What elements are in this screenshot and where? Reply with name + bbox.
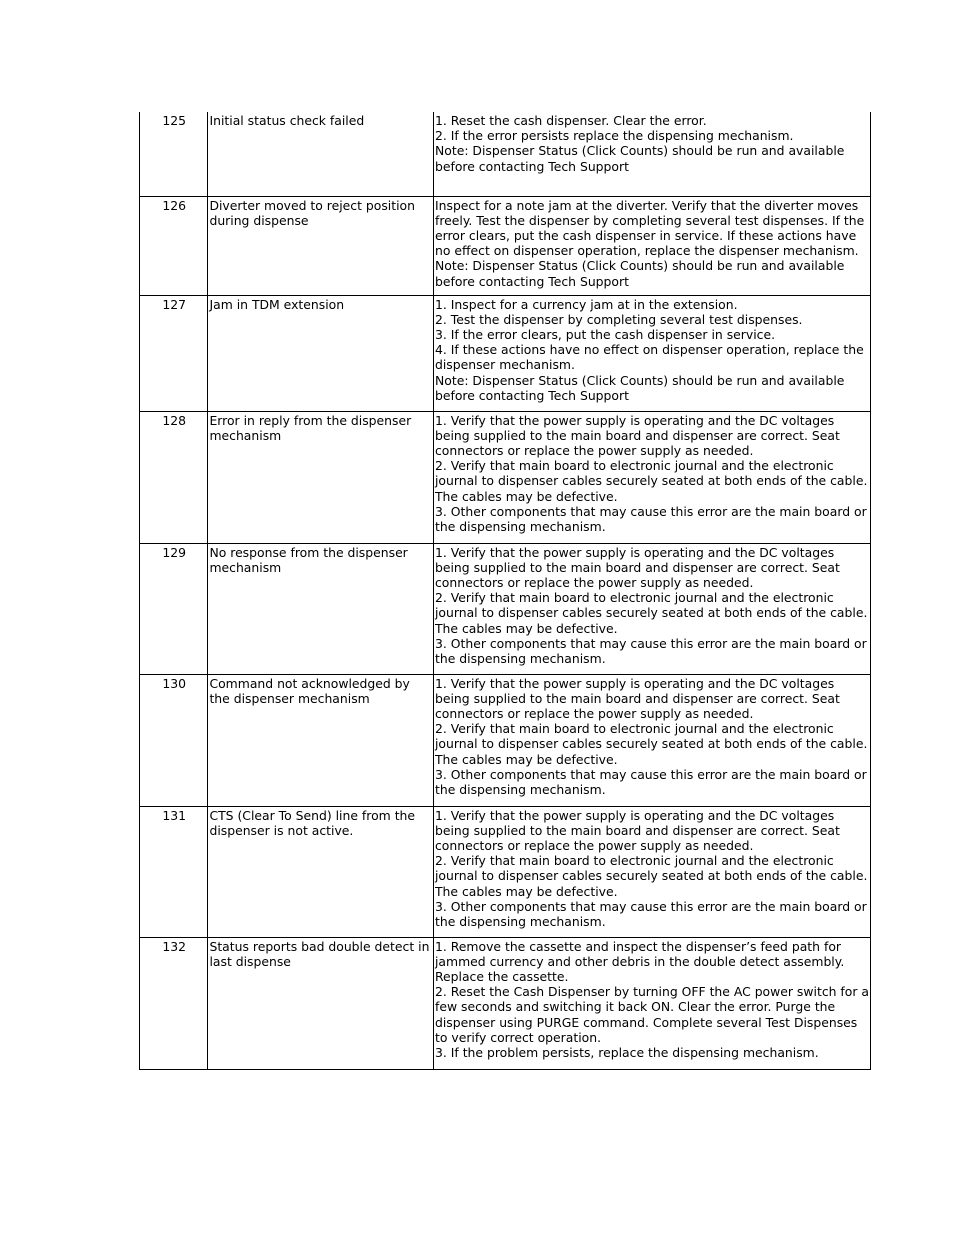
error-description: Error in reply from the dispenser mechanism bbox=[208, 411, 434, 543]
action-note: Note: Dispenser Status (Click Counts) should be run and available before contacting Tech Support bbox=[434, 372, 845, 403]
error-code: 127 bbox=[140, 295, 208, 411]
corrective-action bbox=[433, 112, 870, 196]
action-step: 2. Verify that main board to electronic journal and the electronic journal to dispenser cables securely seated at both ends of the cable. The cables may be defective. bbox=[434, 590, 868, 636]
error-description: Status reports bad double detect in last dispense bbox=[208, 937, 434, 1069]
error-code: 130 bbox=[140, 674, 208, 806]
action-step: 1. Verify that the power supply is operating and the DC voltages being supplied to the main board and dispenser are correct. Seat connectors or replace the power supply as needed. bbox=[434, 675, 840, 721]
corrective-action bbox=[433, 543, 870, 674]
error-code: 129 bbox=[140, 543, 208, 674]
action-step: 2. Verify that main board to electronic journal and the electronic journal to dispenser cables securely seated at both ends of the cable. The cables may be defective. bbox=[434, 721, 868, 767]
table-row bbox=[140, 196, 871, 295]
action-step: Inspect for a note jam at the diverter. Verify that the diverter moves freely. Test the dispenser by completing several test dispenses. If the error clears, put the cash dispenser in service. If these actions have no effect on dispenser operation, replace the dispenser mechanism. Note: Dispenser Status (Click Counts) should be run and available before contacting Tech Support bbox=[434, 197, 865, 289]
action-step: 3. If the error clears, put the cash dispenser in service. bbox=[434, 326, 776, 342]
action-step: 3. Other components that may cause this error are the main board or the dispensing mechanism. bbox=[434, 766, 867, 797]
action-step: 2. Verify that main board to electronic journal and the electronic journal to dispenser cables securely seated at both ends of the cable. The cables may be defective. bbox=[434, 853, 868, 899]
action-step: 1. Reset the cash dispenser. Clear the error. bbox=[434, 113, 707, 128]
action-step: 2. Test the dispenser by completing several test dispenses. bbox=[434, 311, 803, 327]
action-step: 3. Other components that may cause this error are the main board or the dispensing mechanism. bbox=[434, 635, 867, 666]
table-row bbox=[140, 543, 871, 674]
corrective-action bbox=[433, 196, 870, 295]
corrective-action bbox=[433, 937, 870, 1069]
error-description: Command not acknowledged by the dispenser mechanism bbox=[208, 674, 434, 806]
action-step: 1. Inspect for a currency jam at in the extension. bbox=[434, 296, 738, 312]
action-step: 3. Other components that may cause this error are the main board or the dispensing mechanism. bbox=[434, 898, 867, 929]
action-step: 2. Reset the Cash Dispenser by turning OFF the AC power switch for a few seconds and switching it back ON. Clear the error. Purge the dispenser using PURGE command. Complete several Test Dispenses to verify correct operation. bbox=[434, 984, 869, 1045]
error-code: 125 bbox=[140, 112, 208, 196]
error-description: No response from the dispenser mechanism bbox=[208, 543, 434, 674]
corrective-action bbox=[433, 411, 870, 543]
action-step: 1. Verify that the power supply is operating and the DC voltages being supplied to the main board and dispenser are correct. Seat connectors or replace the power supply as needed. bbox=[434, 544, 840, 590]
error-code: 132 bbox=[140, 937, 208, 1069]
table-row bbox=[140, 112, 871, 196]
action-step: 4. If these actions have no effect on dispenser operation, replace the dispenser mechanism. bbox=[434, 342, 864, 373]
table-row bbox=[140, 411, 871, 543]
error-code: 131 bbox=[140, 806, 208, 937]
action-step: 2. Verify that main board to electronic journal and the electronic journal to dispenser cables securely seated at both ends of the cable. The cables may be defective. bbox=[434, 458, 868, 504]
table-row bbox=[140, 295, 871, 411]
error-description: CTS (Clear To Send) line from the dispenser is not active. bbox=[208, 806, 434, 937]
action-step: 3. If the problem persists, replace the dispensing mechanism. bbox=[434, 1044, 819, 1060]
corrective-action bbox=[433, 295, 870, 411]
corrective-action bbox=[433, 674, 870, 806]
error-code: 128 bbox=[140, 411, 208, 543]
error-description: Diverter moved to reject position during dispense bbox=[208, 196, 434, 295]
action-note: Note: Dispenser Status (Click Counts) should be run and available before contacting Tech Support bbox=[434, 143, 845, 174]
action-step: 1. Verify that the power supply is operating and the DC voltages being supplied to the main board and dispenser are correct. Seat connectors or replace the power supply as needed. bbox=[434, 807, 840, 853]
error-code: 126 bbox=[140, 196, 208, 295]
table-row bbox=[140, 937, 871, 1069]
action-step: 2. If the error persists replace the dispensing mechanism. bbox=[434, 128, 794, 144]
corrective-action bbox=[433, 806, 870, 937]
error-code-table bbox=[139, 112, 871, 1070]
table-row bbox=[140, 674, 871, 806]
error-description: Initial status check failed bbox=[208, 112, 434, 196]
action-step: 1. Remove the cassette and inspect the dispenser’s feed path for jammed currency and other debris in the double detect assembly. Replace the cassette. bbox=[434, 938, 845, 984]
action-step: 3. Other components that may cause this error are the main board or the dispensing mechanism. bbox=[434, 503, 867, 534]
action-step: 1. Verify that the power supply is operating and the DC voltages being supplied to the main board and dispenser are correct. Seat connectors or replace the power supply as needed. bbox=[434, 412, 840, 458]
error-description: Jam in TDM extension bbox=[208, 295, 434, 411]
table-row bbox=[140, 806, 871, 937]
